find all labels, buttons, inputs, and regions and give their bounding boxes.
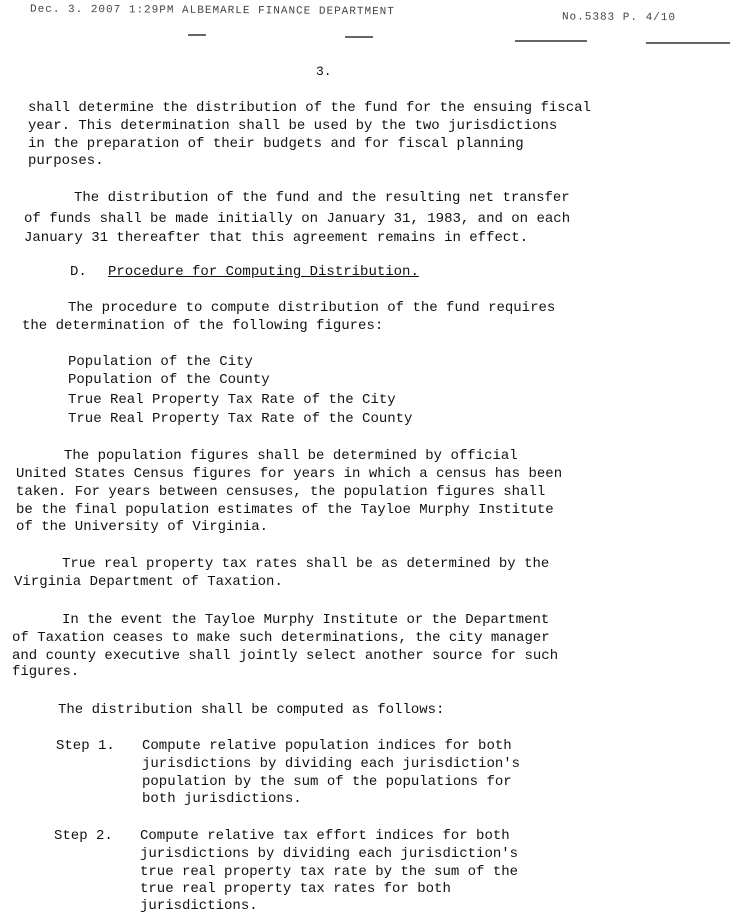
fax-noise-mark <box>188 34 206 36</box>
text-line: purposes. <box>28 153 104 169</box>
fax-header-left: Dec. 3. 2007 1:29PM ALBEMARLE FINANCE DEPARTMENT <box>30 3 395 19</box>
step-label: Step 2. <box>54 828 113 844</box>
text-line: of Taxation ceases to make such determinations, the city manager <box>12 630 550 646</box>
step-text-line: Compute relative tax effort indices for both <box>140 828 510 844</box>
list-item: Population of the City <box>68 354 253 370</box>
text-line: figures. <box>12 664 80 680</box>
text-line: of funds shall be made initially on January 31, 1983, and on each <box>24 211 571 227</box>
step-text-line: true real property tax rates for both <box>140 881 451 897</box>
step-text-line: jurisdictions. <box>140 898 258 914</box>
step-text-line: true real property tax rate by the sum of the <box>140 864 519 880</box>
step-label: Step 1. <box>56 738 115 754</box>
step-text-line: population by the sum of the populations for <box>142 774 512 790</box>
step-text-line: Compute relative population indices for both <box>142 738 512 754</box>
text-line: The population figures shall be determined by official <box>64 448 518 464</box>
step-text-line: jurisdictions by dividing each jurisdiction's <box>142 756 521 772</box>
fax-noise-mark <box>345 36 373 38</box>
text-line: January 31 thereafter that this agreement remains in effect. <box>24 230 529 246</box>
list-item: True Real Property Tax Rate of the County <box>68 411 413 427</box>
text-line: of the University of Virginia. <box>16 519 269 535</box>
text-line: be the final population estimates of the Tayloe Murphy Institute <box>16 502 554 518</box>
list-item: True Real Property Tax Rate of the City <box>68 392 396 408</box>
fax-header <box>30 4 696 31</box>
step-text-line: both jurisdictions. <box>142 791 302 807</box>
text-line: United States Census figures for years in which a census has been <box>16 466 563 482</box>
text-line: year. This determination shall be used by the two jurisdictions <box>28 118 558 134</box>
text-line: in the preparation of their budgets and for fiscal planning <box>28 136 524 152</box>
text-line: In the event the Tayloe Murphy Institute or the Department <box>62 612 550 628</box>
fax-noise-mark <box>646 42 730 44</box>
fax-header-right: No.5383 P. 4/10 <box>561 11 677 25</box>
text-line: Virginia Department of Taxation. <box>14 574 283 590</box>
fax-noise-mark <box>515 40 587 42</box>
text-line: the determination of the following figures: <box>22 318 384 334</box>
text-line: True real property tax rates shall be as determined by the <box>62 556 550 572</box>
paragraph-7: The distribution shall be computed as follows: <box>58 702 445 718</box>
list-item: Population of the County <box>68 372 270 388</box>
text-line: The procedure to compute distribution of the fund requires <box>68 300 556 316</box>
text-line: shall determine the distribution of the fund for the ensuing fiscal <box>28 100 591 116</box>
text-line: The distribution of the fund and the resulting net transfer <box>74 190 570 206</box>
text-line: taken. For years between censuses, the population figures shall <box>16 484 546 500</box>
section-d-title: Procedure for Computing Distribution. <box>108 264 419 280</box>
section-d-label: D. <box>70 264 87 280</box>
text-line: and county executive shall jointly select another source for such <box>12 648 559 664</box>
page-number: 3. <box>316 64 332 79</box>
step-text-line: jurisdictions by dividing each jurisdiction's <box>140 846 519 862</box>
